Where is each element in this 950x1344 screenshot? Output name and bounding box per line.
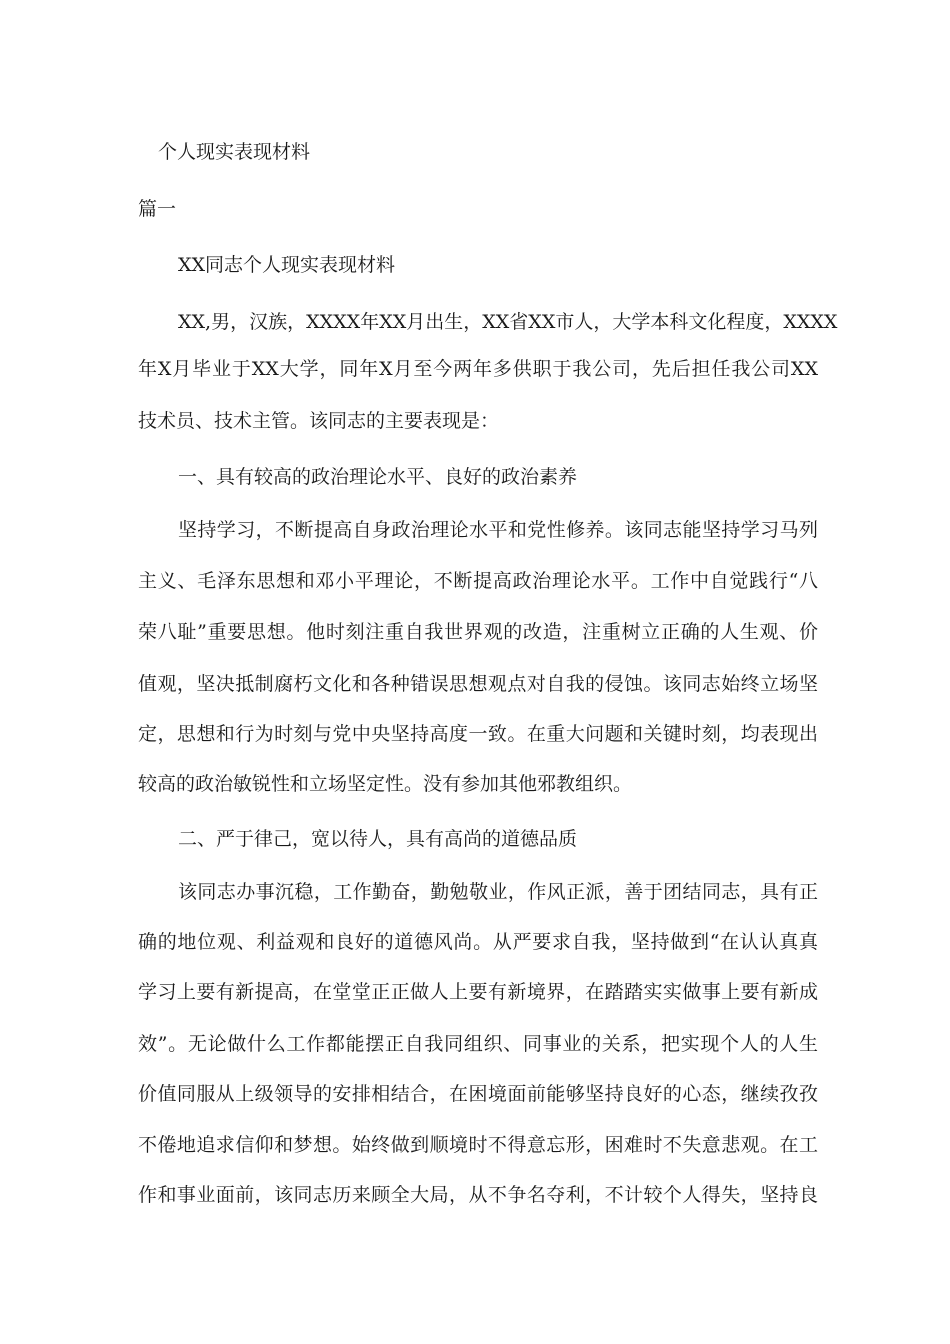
paragraph-line: 定，思想和行为时刻与党中央坚持高度一致。在重大问题和关键时刻，均表现出 xyxy=(138,723,818,745)
part-label: 篇一 xyxy=(138,198,177,220)
paragraph-line: XX,男，汉族，XXXX年XX月出生，XX省XX市人，大学本科文化程度，XXXX xyxy=(178,311,838,333)
paragraph-line: 效”。无论做什么工作都能摆正自我同组织、同事业的关系，把实现个人的人生 xyxy=(138,1033,818,1055)
paragraph-line: 主义、毛泽东思想和邓小平理论，不断提高政治理论水平。工作中自觉践行“八 xyxy=(138,570,818,592)
paragraph-line: 值观，坚决抵制腐朽文化和各种错误思想观点对自我的侵蚀。该同志始终立场坚 xyxy=(138,673,818,695)
paragraph-line: 价值同服从上级领导的安排相结合，在困境面前能够坚持良好的心态，继续孜孜 xyxy=(138,1083,818,1105)
paragraph-line: 技术员、技术主管。该同志的主要表现是： xyxy=(138,410,500,432)
paragraph-line: 较高的政治敏锐性和立场坚定性。没有参加其他邪教组织。 xyxy=(138,773,633,795)
paragraph-line: 荣八耻”重要思想。他时刻注重自我世界观的改造，注重树立正确的人生观、价 xyxy=(138,621,818,643)
document-subtitle: XX同志个人现实表现材料 xyxy=(178,254,396,276)
paragraph-line: 坚持学习，不断提高自身政治理论水平和党性修养。该同志能坚持学习马列 xyxy=(178,519,818,541)
paragraph-line: 作和事业面前，该同志历来顾全大局，从不争名夺利，不计较个人得失，坚持良 xyxy=(138,1184,818,1206)
paragraph-line: 该同志办事沉稳，工作勤奋，勤勉敬业，作风正派，善于团结同志，具有正 xyxy=(178,881,818,903)
paragraph-line: 年X月毕业于XX大学，同年X月至今两年多供职于我公司，先后担任我公司XX xyxy=(138,358,818,380)
document-title: 个人现实表现材料 xyxy=(158,141,311,163)
section-heading: 二、严于律己，宽以待人，具有高尚的道德品质 xyxy=(178,828,578,850)
paragraph-line: 确的地位观、利益观和良好的道德风尚。从严要求自我，坚持做到“在认认真真 xyxy=(138,931,818,953)
section-heading: 一、具有较高的政治理论水平、良好的政治素养 xyxy=(178,466,578,488)
paragraph-line: 不倦地追求信仰和梦想。始终做到顺境时不得意忘形，困难时不失意悲观。在工 xyxy=(138,1134,818,1156)
paragraph-line: 学习上要有新提高，在堂堂正正做人上要有新境界，在踏踏实实做事上要有新成 xyxy=(138,981,818,1003)
